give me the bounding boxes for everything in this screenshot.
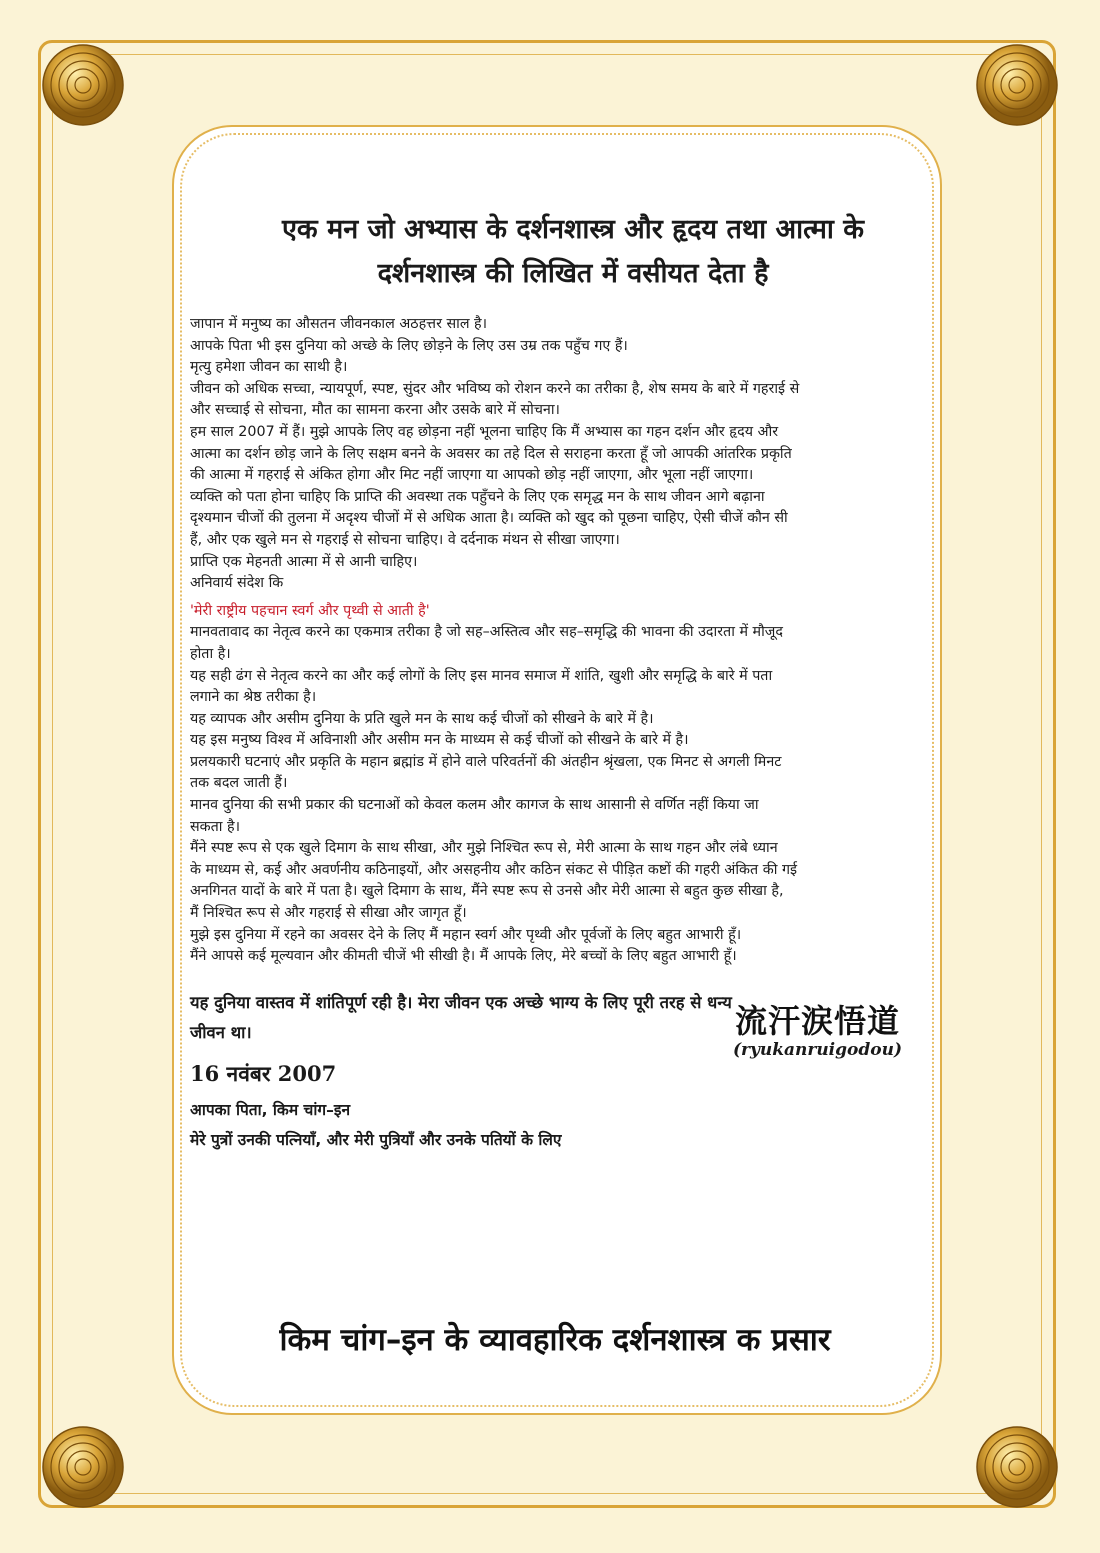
body-line: मृत्यु हमेशा जीवन का साथी है। [190,359,348,376]
title-line-1: एक मन जो अभ्यास के दर्शनशास्त्र और हृदय तथा आत्मा के [282,214,864,245]
calligraphy-seal [733,996,902,1060]
body-line: के माध्यम से, कई और अवर्णनीय कठिनाइयों, और असहनीय और कठिन संकट से पीड़ित कष्टों की गहरी अंकित की गई [190,861,798,878]
body-line: यह सही ढंग से नेतृत्व करने का और कई लोगों के लिए इस मानव समाज में शांति, खुशी और समृद्धि के बारे में पता [190,667,773,684]
highlighted-quote: 'मेरी राष्ट्रीय पहचान स्वर्ग और पृथ्वी से आती है' [190,602,430,619]
corner-medallion-icon [974,42,1060,128]
seal-romanization: (ryukanruigodou) [732,1039,902,1060]
body-line: मानव दुनिया की सभी प्रकार की घटनाओं को केवल कलम और कागज के साथ आसानी से वर्णित नहीं किया जा [190,797,759,814]
closing-statement: यह दुनिया वास्तव में शांतिपूर्ण रही है। मेरा जीवन एक अच्छे भाग्य के लिए पूरी तरह से धन्य जीवन था। [190,992,732,1042]
seal-cjk-text: 流汗涙悟道 [734,1001,900,1040]
body-line: होता है। [190,645,231,662]
signature-date: 16 नवंबर 2007 [190,1060,337,1086]
body-line: व्यक्ति को पता होना चाहिए कि प्राप्ति की अवस्था तक पहुँचने के लिए एक समृद्ध मन के साथ जीवन आगे बढ़ाना [190,488,765,505]
body-line: यह व्यापक और असीम दुनिया के प्रति खुले मन के साथ कई चीजों को सीखने के बारे में है। [190,710,654,727]
footer-title: किम चांग–इन के व्यावहारिक दर्शनशास्त्र क प्रसार [279,1322,831,1358]
body-line: अनगिनत यादों के बारे में पता है। खुले दिमाग के साथ, मैंने स्पष्ट रूप से उनसे और मेरी आत्मा से बहुत कुछ सीखा है, [190,883,784,900]
body-line: सकता है। [190,818,241,835]
body-line: मैंने स्पष्ट रूप से एक खुले दिमाग के साथ सीखा, और मुझे निश्चित रूप से, मेरी आत्मा के साथ गहन और लंबे ध्यान [190,840,778,857]
body-line: दृश्यमान चीजों की तुलना में अदृश्य चीजों में से अधिक आता है। व्यक्ति को खुद को पूछना चाहिए, ऐसी चीजें कौन सी [190,510,788,527]
body-line: प्राप्ति एक मेहनती आत्मा में से आनी चाहिए। [190,553,418,570]
body-line: यह इस मनुष्य विश्व में अविनाशी और असीम मन के माध्यम से कई चीजों को सीखने के बारे में है। [190,732,689,749]
signature-to: मेरे पुत्रों उनकी पत्नियाँ, और मेरी पुत्रियाँ और उनके पतियों के लिए [190,1130,562,1149]
body-line: आपके पिता भी इस दुनिया को अच्छे के लिए छोड़ने के लिए उस उम्र तक पहुँच गए हैं। [190,337,628,354]
body-line: तक बदल जाती हैं। [190,775,288,792]
body-line: की आत्मा में गहराई से अंकित होगा और मिट नहीं जाएगा या आपको छोड़ नहीं जाएगा, और भूला नहीं जाएगा। [190,467,754,484]
body-line: और सच्चाई से सोचना, मौत का सामना करना और उसके बारे में सोचना। [190,402,560,419]
body-line: जीवन को अधिक सच्चा, न्यायपूर्ण, स्पष्ट, सुंदर और भविष्य को रोशन करने का तरीका है, शेष समय के बारे में गहराई से [190,380,800,397]
document-content [190,208,920,1184]
body-line: लगाने का श्रेष्ठ तरीका है। [190,689,317,706]
corner-medallion-icon [40,1424,126,1510]
document-title [190,208,920,296]
body-line: मैं निश्चित रूप से और गहराई से सीखा और जागृत हूँ। [190,905,467,922]
body-line: मुझे इस दुनिया में रहने का अवसर देने के लिए मैं महान स्वर्ग और पृथ्वी और पूर्वजों के लिए बहुत आभारी हूँ। [190,926,742,943]
body-line: अनिवार्य संदेश कि [190,575,284,592]
body-line: हम साल 2007 में हैं। मुझे आपके लिए वह छोड़ना नहीं भूलना चाहिए कि मैं अभ्यास का गहन दर्शन और हृदय और [190,423,779,440]
body-text [190,314,920,968]
corner-medallion-icon [40,42,126,128]
body-line: मैंने आपसे कई मूल्यवान और कीमती चीजें भी सीखी है। मैं आपके लिए, मेरे बच्चों के लिए बहुत आभारी हूँ। [190,948,737,965]
body-line: जापान में मनुष्य का औसतन जीवनकाल अठहत्तर साल है। [190,316,488,332]
corner-medallion-icon [974,1424,1060,1510]
signature-from: आपका पिता, किम चांग–इन [190,1100,351,1119]
body-line: मानवतावाद का नेतृत्व करने का एकमात्र तरीका है जो सह–अस्तित्व और सह–समृद्धि की भावना की उदारता में मौजूद [190,624,783,641]
body-line: प्रलयकारी घटनाएं और प्रकृति के महान ब्रह्मांड में होने वाले परिवर्तनों की अंतहीन श्रृंखला, एक मिनट से अगली मिनट [190,753,782,770]
body-line: आत्मा का दर्शन छोड़ जाने के लिए सक्षम बनने के अवसर का तहे दिल से सराहना करता हूँ जो आपकी आंतरिक प्रकृति [190,445,792,462]
title-line-2: दर्शनशास्त्र की लिखित में वसीयत देता है [377,258,769,289]
body-line: हैं, और एक खुले मन से गहराई से सोचना चाहिए। वे दर्दनाक मंथन से सीखा जाएगा। [190,531,620,548]
